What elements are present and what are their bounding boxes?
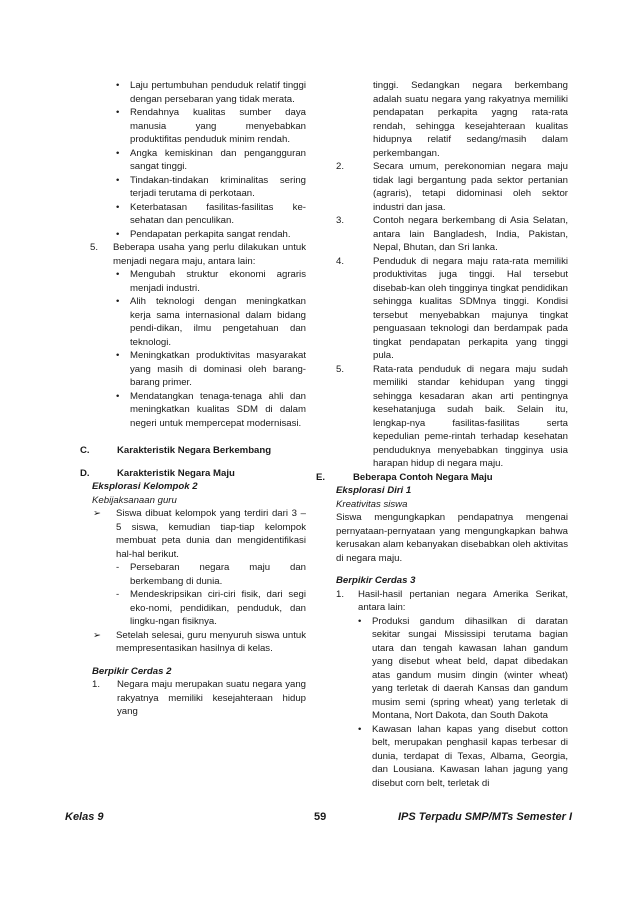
section-heading-e: E. Beberapa Contoh Negara Maju [316, 471, 493, 483]
numbered-item-3: 3. Contoh negara berkembang di Asia Selatan, antara lain Bangladesh, India, Pakistan, Nepal, Bhutan, dan Sri lanka. [336, 215, 568, 253]
list-item: • Mendatangkan tenaga-tenaga ahli dan meningkatkan kualitas SDM di dalam negeri untuk mempercepat modernisasi. [116, 390, 306, 429]
list-item: - Persebaran negara maju dan berkembang di dunia. [116, 562, 306, 587]
paragraph-continuation: tinggi. Sedangkan negara berkembang adalah suatu negara yang rakyatnya memiliki pendapatan perkapita yagng rata-rata rendah, sehingga kesejahteraan kualitas hidupnya relatif sedang/masih dalam perkembangan. [373, 80, 568, 159]
list-item: • Meningkatkan produktivitas masyarakat yang masih di dominasi oleh barang-barang primer. [116, 350, 306, 388]
bullet-icon: • [116, 350, 120, 361]
list-item: • Mengubah struktur ekonomi agraris menjadi industri. [116, 269, 306, 294]
paragraph: Siswa mengungkapkan pendapatnya mengenai pernyataan-pernyataan yang mengungkapkan bahwa kerusakan alam kebanyakan disebabkan oleh aktivitas di negara maju. [336, 512, 568, 564]
subsection-title: Eksplorasi Kelompok 2 [92, 481, 198, 492]
subsection-title: Berpikir Cerdas 3 [336, 575, 416, 586]
list-item: - Mendeskripsikan ciri-ciri fisik, dari segi eko-nomi, pendidikan, penduduk, dan lingku-ngan fisiknya. [116, 589, 306, 627]
footer-book-title: IPS Terpadu SMP/MTs Semester I [397, 811, 572, 823]
dash-icon: - [116, 589, 120, 600]
note-text: Kreativitas siswa [336, 498, 408, 510]
dash-icon: - [116, 562, 120, 573]
note-text: Kebijaksanaan guru [92, 494, 177, 506]
numbered-item-1: 1. Hasil-hasil pertanian negara Amerika Serikat, antara lain: [336, 588, 568, 613]
bullet-icon: • [116, 147, 120, 159]
numbered-item-5: 5. Rata-rata penduduk di negara maju sudah memiliki standar kehidupan yang tinggi sehingga kesadaran akan arti pentingnya kesehatanjuga sudah baik. Selain itu, lengkap-nya fasilitas-fasilitas serta kepedulian peme-rintah terhadap kesehatan penduduknya menyebabkan tingginya usia harapan hidup di negara maju. [336, 363, 568, 469]
bullet-icon: • [116, 107, 120, 118]
bullet-icon: • [116, 174, 120, 186]
list-item: • Laju pertumbuhan penduduk relatif tinggi dengan persebaran yang tidak merata. [116, 80, 306, 105]
bullet-icon: • [116, 80, 120, 91]
arrow-bullet-icon: ➢ [93, 508, 102, 519]
numbered-item-2: 2. Secara umum, perekonomian negara maju tidak lagi bergantung pada sektor pertanian (agraris), tetapi didominasi oleh sektor industri dan jasa. [336, 161, 568, 213]
bullet-icon: • [116, 228, 120, 240]
footer-class-label: Kelas 9 [65, 811, 104, 823]
list-item: • Angka kemiskinan dan pengangguran sangat tinggi. [116, 147, 306, 172]
list-item: • Rendahnya kualitas sumber daya manusia yang menyebabkan produktifitas penduduk minim rendah. [116, 107, 306, 145]
numbered-item-5: 5. Beberapa usaha yang perlu dilakukan untuk menjadi negara maju, antara lain: [90, 242, 306, 267]
list-item: • Kawasan lahan kapas yang disebut cotton belt, merupakan penghasil kapas terbesar di dunia, terdapat di Texas, Albama, Georgia, dan Lousiana. Kawasan lahan jagung yang disebut corn belt, terletak di [358, 723, 568, 789]
arrow-bullet-icon: ➢ [93, 629, 102, 641]
bullet-icon: • [116, 201, 120, 213]
right-column [316, 79, 568, 790]
page-number: 59 [314, 811, 327, 823]
list-item: • Produksi gandum dihasilkan di daratan sekitar sungai Mississipi terutama bagian utara dan tengah kawasan lahan gandum yang disebut wheat beld, dapat dibedakan atas gandum musim dingin (winter wheat) yang terletak di daerah Kansas dan gandum musim semi (spring wheat) yang terletak di Montana, Nort Dakota, dan South Dakota [358, 615, 568, 721]
numbered-item-4: 4. Penduduk di negara maju rata-rata memiliki produktivitas juga tinggi. Hal tersebut disebab-kan oleh tingginya tingkat pendidikan sehingga kualitas SDMnya tinggi. Kondisi tersebut menyebabkan majunya tingkat penguasaan teknologi dan berdampak pada tingkat pendapatan perkapita yang tinggi pula. [336, 255, 568, 361]
list-item: • Alih teknologi dengan meningkatkan kerja sama internasional dalam bidang pendi-dikan, ilmu pengetahuan dan teknologi. [116, 296, 306, 348]
section-heading-c: C. Karakteristik Negara Berkembang [80, 445, 272, 456]
list-item: • Keterbatasan fasilitas-fasilitas ke-sehatan dan penculikan. [116, 201, 306, 226]
subsection-title: Eksplorasi Diri 1 [336, 485, 412, 496]
bullet-icon: • [358, 615, 362, 627]
left-column [80, 79, 306, 719]
list-item: ➢ Siswa dibuat kelompok yang terdiri dari 3 – 5 siswa, kemudian tiap-tiap kelompok membuat peta dunia dan mengidentifikasi hal-hal berikut. [93, 508, 306, 560]
list-item: • Pendapatan perkapita sangat rendah. [116, 228, 291, 240]
bullet-icon: • [116, 390, 120, 402]
list-item: • Tindakan-tindakan kriminalitas sering terjadi terutama di perkotaan. [116, 174, 306, 199]
list-item: ➢ Setelah selesai, guru menyuruh siswa untuk mempresentasikan hasilnya di kelas. [93, 629, 306, 654]
bullet-icon: • [116, 269, 120, 280]
section-heading-d: D. Karakteristik Negara Maju [80, 467, 235, 479]
bullet-icon: • [358, 723, 362, 735]
subsection-title: Berpikir Cerdas 2 [92, 665, 172, 677]
bullet-icon: • [116, 296, 120, 307]
numbered-item-1: 1. Negara maju merupakan suatu negara yang rakyatnya memiliki kesejahteraan hidup yang [92, 679, 306, 717]
